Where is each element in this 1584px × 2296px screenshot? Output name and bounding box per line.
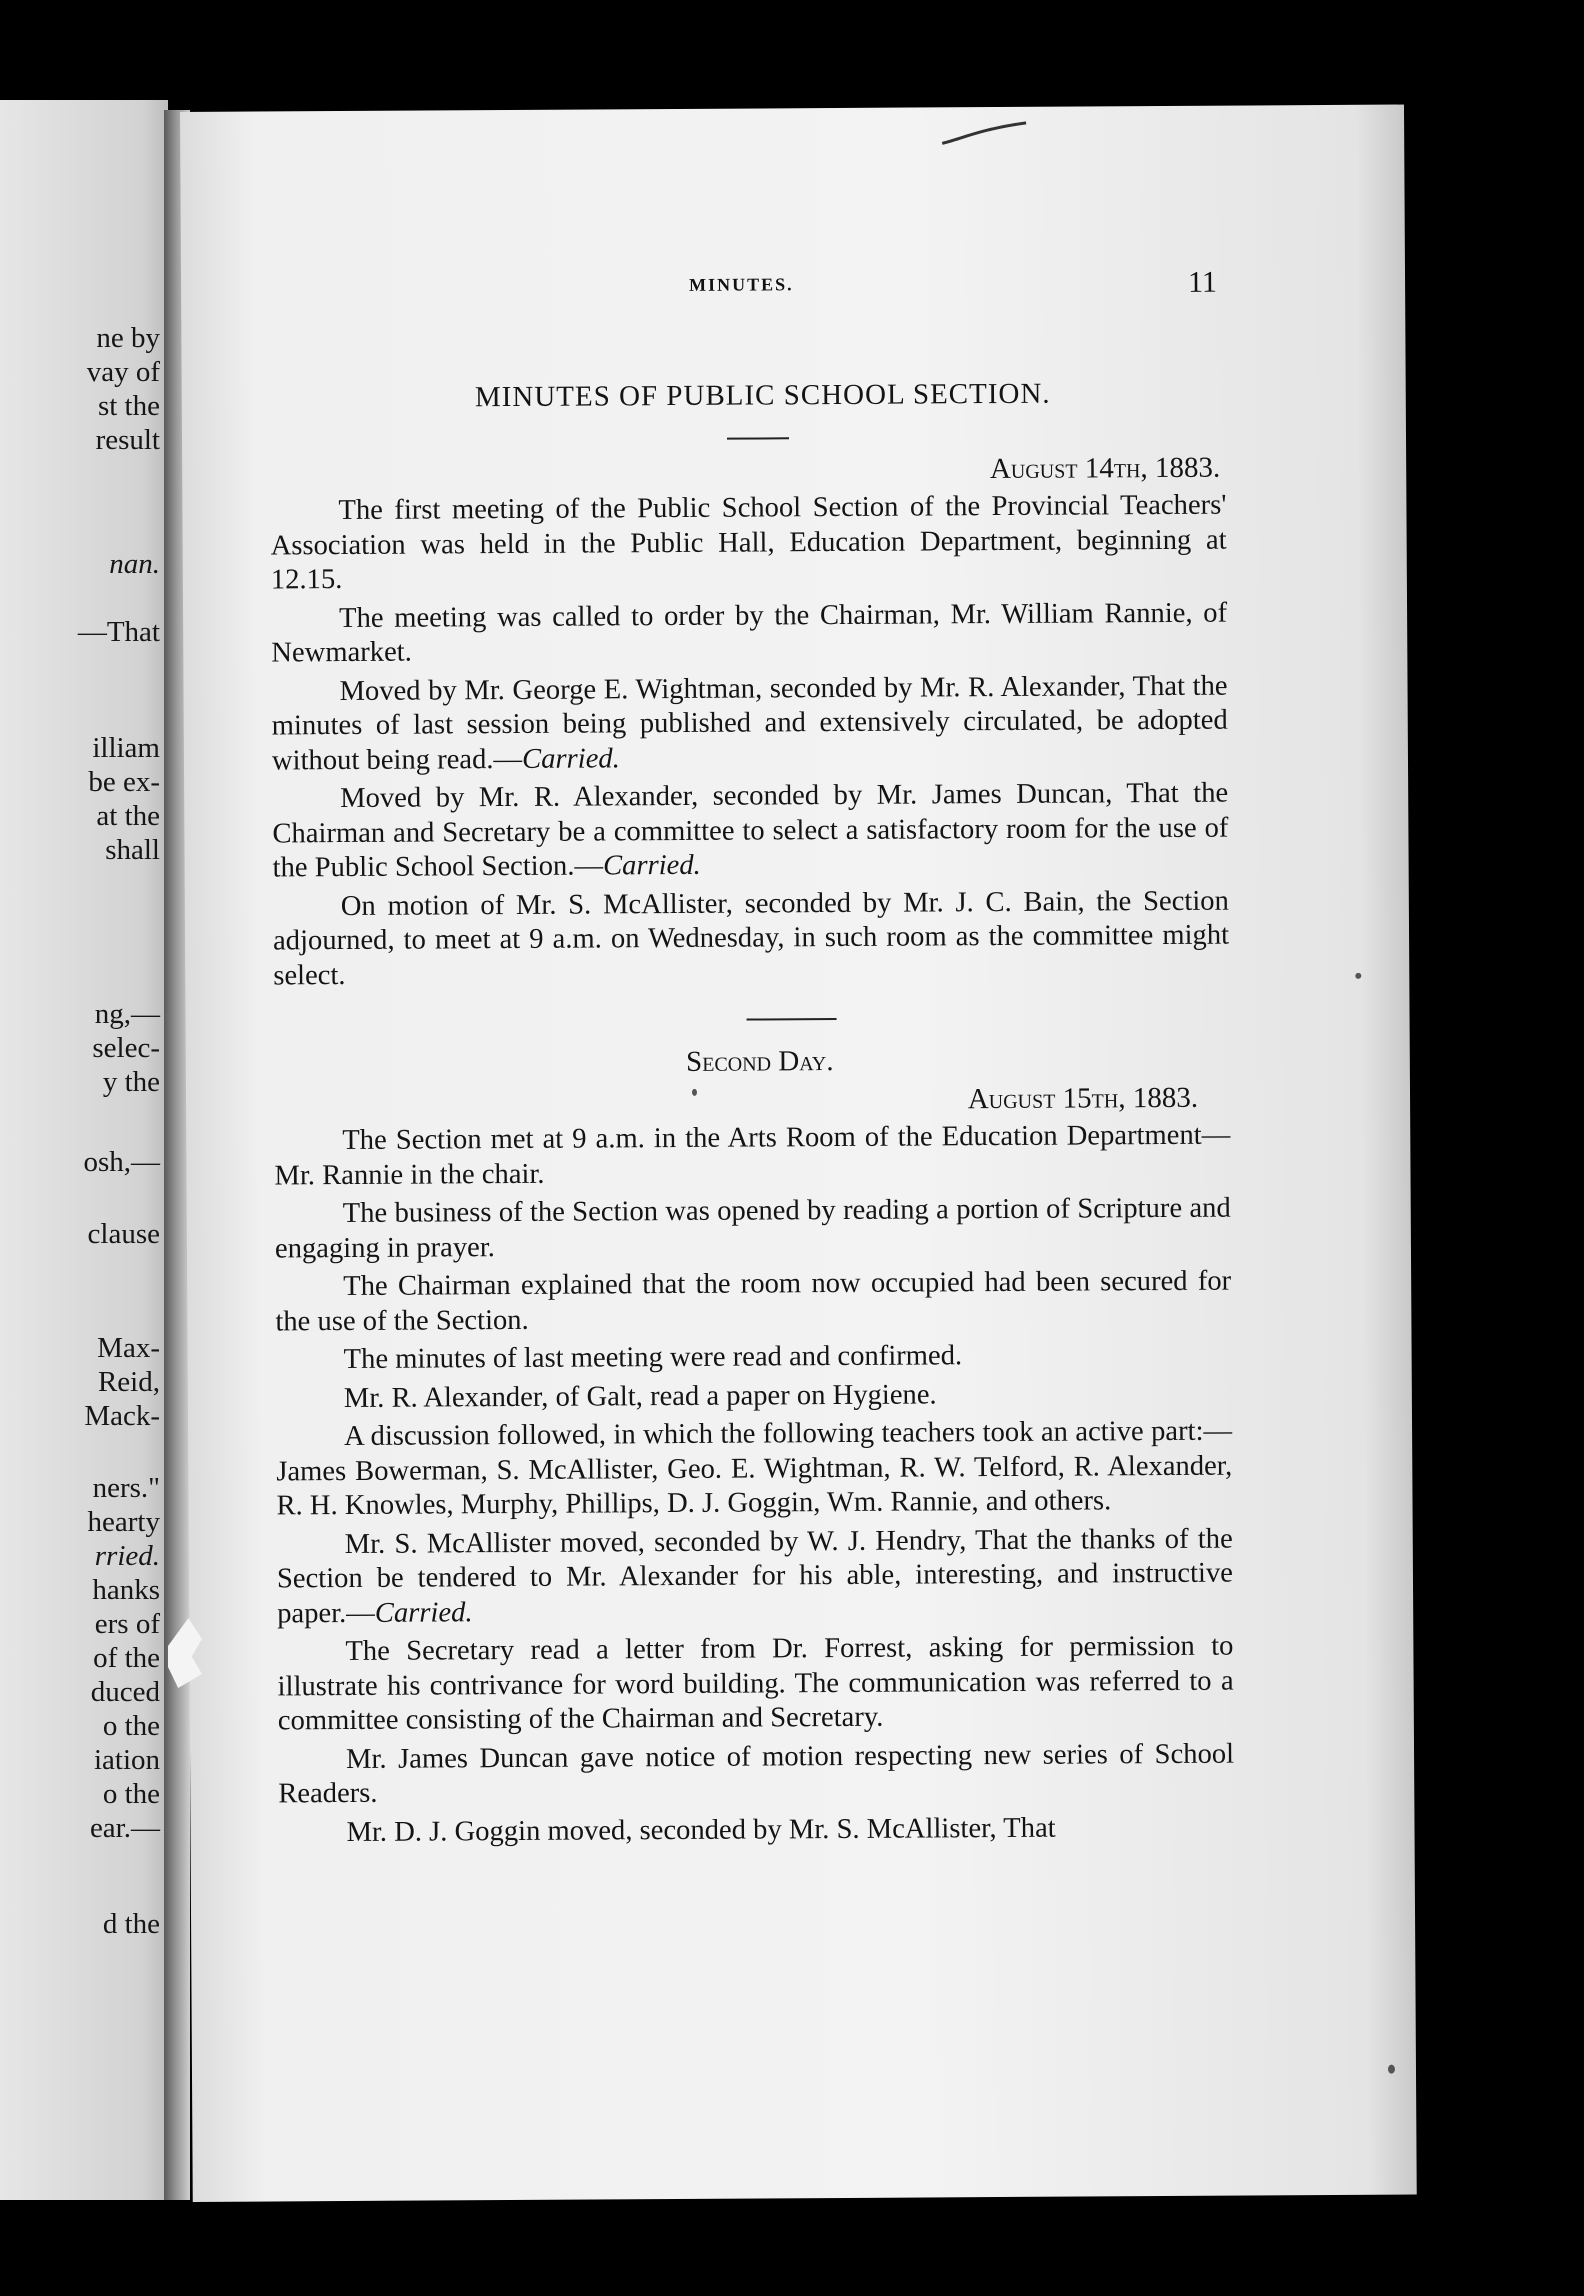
scan-speck [692,1089,697,1096]
minutes-paragraph: Mr. R. Alexander, of Galt, read a paper on Hygiene. [343,1378,937,1414]
minutes-paragraph: The business of the Section was opened by reading a portion of Scripture and engaging in prayer. [274,1192,1231,1264]
section-divider-rule [747,1018,837,1021]
left-page-line: ners." [92,1472,160,1504]
previous-page-edge [0,100,168,2200]
document-page [180,105,1417,2202]
minutes-paragraph: Mr. D. J. Goggin moved, seconded by Mr. S. McAllister, That [346,1812,1056,1848]
left-page-line: ne by [96,322,160,354]
left-page-line: st the [97,390,160,422]
minutes-paragraph: Mr. S. McAllister moved, seconded by W. J. Hendry, That the thanks of the Section be tendered to Mr. Alexander for his able, interesting, and instructive paper.—Carried. [276,1523,1234,1629]
minutes-paragraph: A discussion followed, in which the following teachers took an active part:—James Bowerman, S. McAllister, Geo. E. Wightman, R. W. Telford, R. Alexander, R. H. Knowles, Murphy, Phillips, D. J. Goggin, Wm. Rannie, and others. [276,1415,1233,1522]
page-number: 11 [1187,265,1218,299]
left-page-line: Max- [97,1332,160,1364]
left-page-line: Mack- [84,1400,160,1432]
scan-speck [1388,2065,1395,2074]
body-text [270,376,1235,1855]
left-page-line: o the [102,1778,160,1810]
minutes-paragraph: The Secretary read a letter from Dr. Forrest, asking for permission to illustrate his contrivance for word building. The communication was referred to a committee consisting of the Chairman and Secretary. [277,1630,1234,1737]
second-day-heading: Second Day. [685,1045,834,1078]
title-rule [727,437,789,439]
left-page-line: osh,— [83,1146,160,1178]
minutes-paragraph: Mr. James Duncan gave notice of motion respecting new series of School Readers. [278,1738,1235,1810]
left-page-line: d the [102,1908,160,1940]
minutes-paragraph: Moved by Mr. R. Alexander, seconded by Mr. James Duncan, That the Chairman and Secretary be a committee to select a satisfactory room for the use of the Public School Section.—Carried. [272,777,1229,884]
left-page-line: vay of [86,356,160,388]
section-title: MINUTES OF PUBLIC SCHOOL SECTION. [474,377,1051,414]
left-page-line: y the [102,1066,160,1098]
left-page-line: o the [102,1710,160,1742]
minutes-paragraph: The minutes of last meeting were read and confirmed. [343,1340,963,1376]
left-page-line: nan. [109,548,160,580]
left-page-line: clause [87,1218,160,1250]
left-page-line: result [95,424,160,456]
left-page-line: rried. [94,1540,160,1572]
left-page-line: shall [105,834,160,866]
left-page-line: ear.— [89,1812,160,1844]
left-page-line: hanks [92,1574,160,1606]
left-page-line: be ex- [88,766,160,798]
left-page-line: illiam [92,732,160,764]
minutes-paragraph: The Section met at 9 a.m. in the Arts Room of the Education Department—Mr. Rannie in the chair. [274,1119,1231,1191]
left-page-line: of the [93,1642,160,1674]
minutes-paragraph: The first meeting of the Public School Section of the Provincial Teachers' Association was held in the Public Hall, Education Department, beginning at 12.15. [270,489,1227,596]
left-page-line: Reid, [97,1366,160,1398]
second-day-date: August 15th, 1883. [967,1081,1199,1115]
left-page-line: —That [77,616,160,648]
running-head: MINUTES. [689,274,794,295]
left-page-line: at the [96,800,160,832]
first-day-date: August 14th, 1883. [989,451,1221,485]
left-page-line: duced [90,1676,160,1708]
scan-speck [1355,973,1361,979]
minutes-paragraph: On motion of Mr. S. McAllister, seconded by Mr. J. C. Bain, the Section adjourned, to meet at 9 a.m. on Wednesday, in such room as the committee might select. [272,885,1230,991]
left-page-line: ng,— [94,998,160,1030]
pencil-mark-icon [940,119,1030,150]
minutes-paragraph: Moved by Mr. George E. Wightman, seconded by Mr. R. Alexander, That the minutes of last session being published and extensively circulated, be adopted without being read.—Carried. [271,670,1228,776]
left-page-line: iation [93,1744,160,1776]
left-page-line: selec- [92,1032,160,1064]
minutes-paragraph: The Chairman explained that the room now occupied had been secured for the use of the Section. [275,1265,1232,1337]
minutes-paragraph: The meeting was called to order by the Chairman, Mr. William Rannie, of Newmarket. [271,597,1228,669]
left-page-line: hearty [87,1506,160,1538]
left-page-line: ers of [94,1608,160,1640]
